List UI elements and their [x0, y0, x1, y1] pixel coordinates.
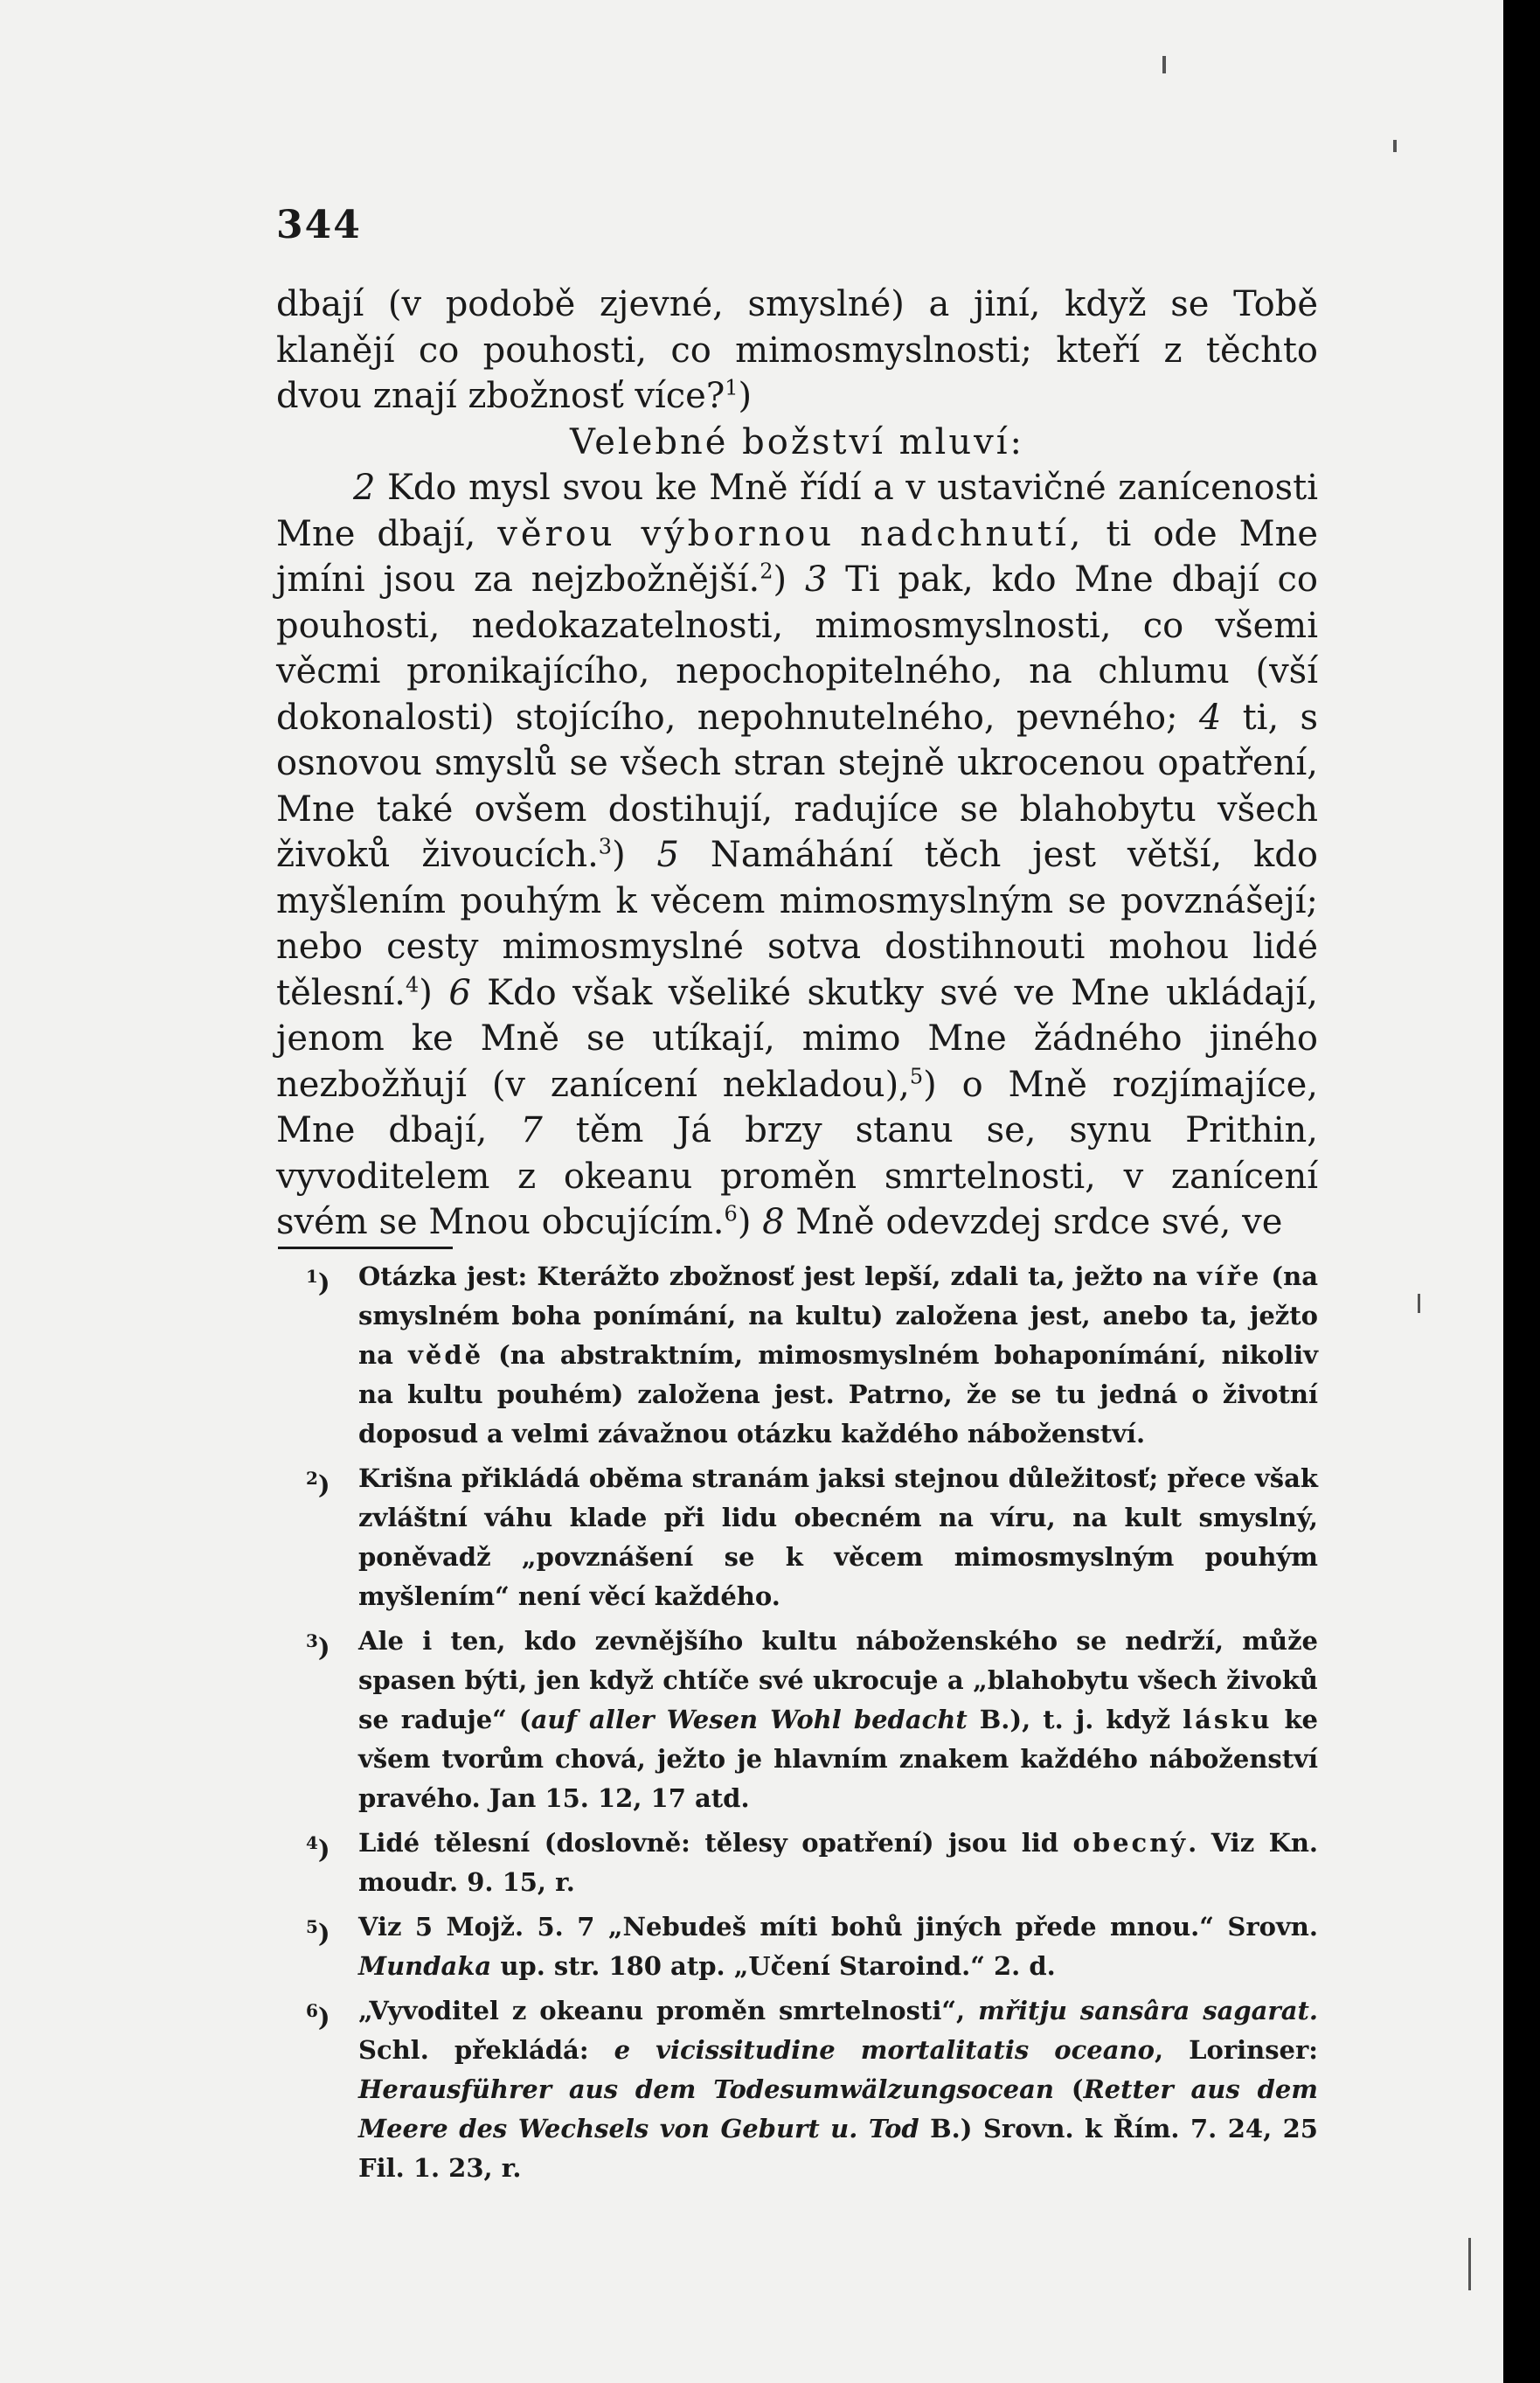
verse-text-7: těm Já brzy stanu se, synu Prithin, vyvoditelem z okeanu proměn smrtelnosti, v zanícení svém se Mnou obcujícím.: [276, 1110, 1319, 1242]
footnote-5: $^5$) Viz 5 Mojž. 5. 7 „Nebudeš míti bohů jiných přede mnou.“ Srovn. Mundaka up. str. 180 atp. „Učení Staroind.“ 2. d.: [306, 1907, 1318, 1986]
verse-text-3: Ti pak, kdo Mne dbají co pouhosti, nedokazatelnosti, mimosmyslnosti, co všemi věcmi pronikajícího, nepochopitelného, na chlumu (vší dokonalosti) stojícího, nepohnutelného, pevného;: [276, 559, 1318, 738]
page-number: 344: [276, 203, 362, 247]
footnote-marker: $^5$): [306, 1916, 330, 1949]
section-heading: Velebné božství mluví:: [570, 421, 1024, 462]
footnote-marker: $^3$): [306, 1630, 330, 1663]
footnote-marker: $^2$): [306, 1468, 330, 1500]
verse-text-4: ti, s osnovou smyslů se všech stran stejně ukrocenou opatření, Mne také ovšem dostihují, radujíce se blahobytu všech živoků živoucích.: [276, 697, 1318, 875]
paragraph-verses: 2 Kdo mysl svou ke Mně řídí a v ustavičné zanícenosti Mne dbají, věrou výbornou nadchnutí, ti ode Mne jmíni jsou za nejzbožnější.$^2$) 3 Ti pak, kdo Mne dbají co pouhosti, nedokazatelnosti, mimosmyslnosti, co všemi věcmi pronikajícího, nepochopitelného, na chlumu (vší dokonalosti) stojícího, nepohnutelného, pevného; 4 ti, s osnovou smyslů se všech stran stejně ukrocenou opatření, Mne také ovšem dostihují, radujíce se blahobytu všech živoků živoucích.$^3$) 5 Namáhání těch jest větší, kdo myšlením pouhým k věcem mimosmyslným se povznášejí; nebo cesty mimosmyslné sotva dostihnouti mohou lidé tělesní.$^4$) 6 Kdo však všeliké skutky své ve Mne ukládají, jenom ke Mně se utíkají, mimo Mne žádného jiného nezbožňují (v zanícení nekladou),$^5$) o Mně rozjímajíce, Mne dbají, 7 těm Já brzy stanu se, synu Prithin, vyvoditelem z okeanu proměn smrtelnosti, v zanícení svém se Mnou obcujícím.$^6$) 8 Mně odevzdej srdce své, ve: [276, 468, 1319, 1242]
verse-number-2: 2: [353, 468, 376, 508]
verse-text-8: Mně odevzdej srdce své, ve: [784, 1202, 1283, 1242]
footnote-marker: $^1$): [306, 1266, 330, 1298]
footnote-marker: $^4$): [306, 1832, 330, 1865]
verse-text-6b: o Mně rozjímajíce, Mne dbají,: [276, 1064, 1318, 1150]
verse-text-6a: Kdo však všeliké skutky své ve Mne ukládají, jenom ke Mně se utíkají, mimo Mne žádného jiného nezbožňují (v zanícení nekladou),: [276, 972, 1318, 1105]
footnote-6: $^6$) „Vyvoditel z okeanu proměn smrtelnosti“, mřitju sansâra sagarat. Schl. překládá: e vicissitudine mortalitatis oceano, Lorinser: Herausführer aus dem Todesumwälzungsocean (Retter aus dem Meere des Wechsels von Geburt u. Tod B.) Srovn. k Řím. 7. 24, 25 Fil. 1. 23, r.: [306, 1991, 1318, 2188]
paragraph-intro: dbají (v podobě zjevné, smyslné) a jiní, když se Tobě klanějí co pouhosti, co mimosmyslnosti; kteří z těchto dvou znají zbožnosť více?$^1$): [276, 284, 1318, 416]
footnote-4: $^4$) Lidé tělesní (doslovně: tělesy opatření) jsou lid obecný. Viz Kn. moudr. 9. 15, r.: [306, 1824, 1318, 1902]
footnote-3: $^3$) Ale i ten, kdo zevnějšího kultu náboženského se nedrží, může spasen býti, jen když chtíče své ukrocuje a „blahobytu všech živoků se raduje“ (auf aller Wesen Wohl bedacht B.), t. j. když lásku ke všem tvorům chová, ježto je hlavním znakem každého náboženství pravého. Jan 15. 12, 17 atd.: [306, 1622, 1318, 1818]
footnote-ref-1[interactable]: 1: [725, 375, 739, 400]
footnote-ref-5[interactable]: 5: [909, 1064, 924, 1089]
footnote-ref-3[interactable]: 3: [598, 834, 613, 859]
footnote-marker: $^6$): [306, 2000, 330, 2032]
verse-text-2-spaced: věrou výbornou nadchnutí,: [497, 513, 1085, 554]
footnote-ref-2[interactable]: 2: [760, 559, 773, 584]
verse-number-3: 3: [804, 559, 828, 600]
scan-speck: [1393, 140, 1397, 152]
verse-number-4: 4: [1198, 697, 1222, 738]
verse-text-2a: Kdo mysl svou ke Mně řídí a v ustavičné zanícenosti Mne dbají,: [276, 468, 1318, 554]
footnote-1: $^1$) Otázka jest: Kterážto zbožnosť jest lepší, zdali ta, ježto na víře (na smyslném boha ponímání, na kultu) založena jest, anebo ta, ježto na vědě (na abstraktním, mimosmyslném bohaponímání, nikoliv na kultu pouhém) založena jest. Patrno, že se tu jedná o životní doposud a velmi závažnou otázku každého náboženství.: [306, 1257, 1318, 1454]
verse-text-2b: ti ode Mne jmíni jsou za nejzbožnější.: [276, 513, 1319, 600]
footnote-ref-4[interactable]: 4: [406, 972, 420, 997]
verse-number-6: 6: [448, 972, 471, 1013]
scan-speck: [1418, 1294, 1420, 1313]
verse-text-5: Namáhání těch jest větší, kdo myšlením pouhým k věcem mimosmyslným se povznášejí; nebo cesty mimosmyslné sotva dostihnouti mohou lidé tělesní.: [276, 835, 1318, 1013]
footnote-ref-6[interactable]: 6: [724, 1201, 738, 1226]
scan-speck: [1162, 56, 1166, 73]
intro-text: dbají (v podobě zjevné, smyslné) a jiní, když se Tobě klanějí co pouhosti, co mimosmyslnosti; kteří z těchto dvou znají zbožnosť více?: [276, 284, 1318, 416]
verse-number-7: 7: [520, 1110, 543, 1150]
verse-number-5: 5: [656, 835, 679, 875]
main-text: [276, 281, 1318, 1246]
footnote-2: $^2$) Krišna přikládá oběma stranám jaksi stejnou důležitosť; přece však zvláštní váhu klade při lidu obecném na víru, na kult smyslný, poněvadž „povznášení se k věcem mimosmyslným pouhým myšlením“ není věcí každého.: [306, 1459, 1318, 1616]
footnotes: [306, 1257, 1318, 2188]
scan-speck: [1468, 2238, 1471, 2290]
verse-number-8: 8: [762, 1202, 785, 1242]
footnote-separator: [278, 1247, 453, 1249]
